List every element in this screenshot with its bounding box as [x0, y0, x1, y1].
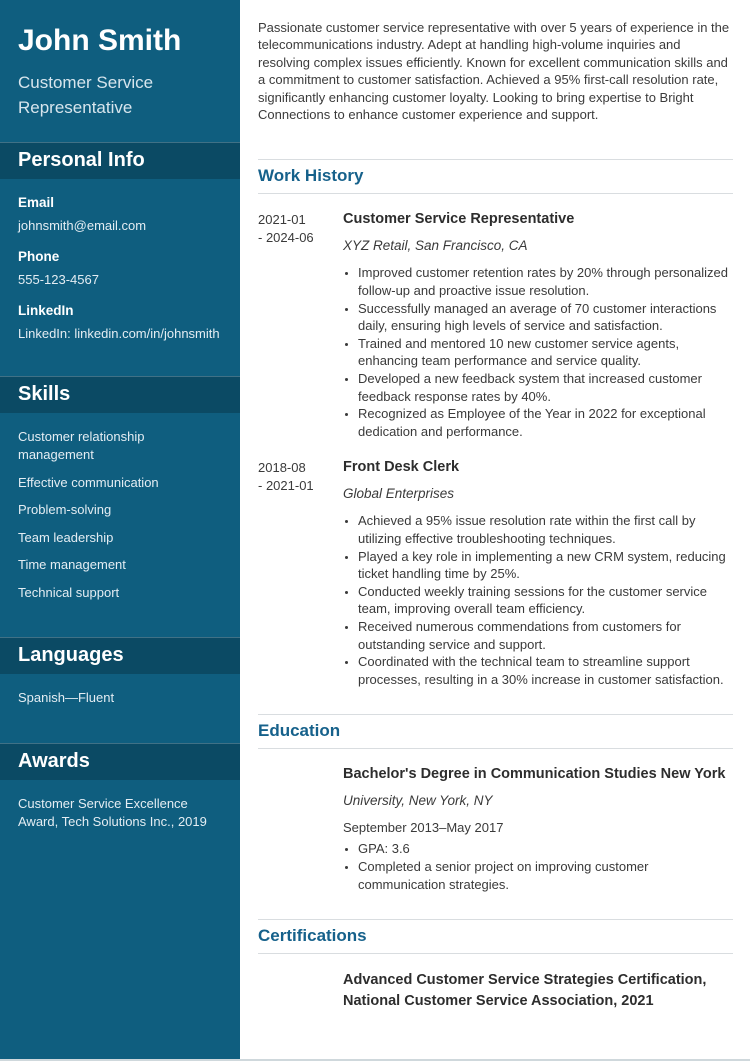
skill-item: Customer relationship management: [18, 428, 145, 463]
language-item: Spanish—Fluent: [18, 690, 115, 706]
awards-list: [0, 780, 240, 840]
work-history-section: [258, 159, 733, 688]
job-bullet: • Received numerous commendations from customers for outstanding service and support.: [358, 618, 733, 653]
education-entries: [258, 765, 733, 893]
section-title-work-history: Work History: [258, 166, 364, 186]
certification-text: Advanced Customer Service Strategies Certification, National Customer Service Association, 2021: [343, 972, 707, 1010]
education-bullet: • Completed a senior project on improving customer communication strategies.: [358, 858, 733, 893]
contact-label: Phone: [18, 248, 60, 264]
education-bullet: • GPA: 3.6: [358, 840, 733, 858]
sidebar-heading-skills: Skills: [0, 376, 240, 413]
skill-item: Problem-solving: [18, 502, 112, 518]
candidate-title: Customer Service Representative: [18, 72, 154, 117]
job-company: Global Enterprises: [343, 486, 455, 502]
job-bullet: • Recognized as Employee of the Year in 2022 for exceptional dedication and performance.: [358, 405, 733, 440]
candidate-name: John Smith: [18, 24, 182, 57]
education-section: [258, 714, 733, 893]
education-header: [258, 714, 733, 749]
education-bullets: [343, 840, 733, 893]
job-body: [343, 210, 733, 440]
contact-value: johnsmith@email.com: [18, 217, 147, 233]
section-title-education: Education: [258, 721, 341, 741]
sidebar-heading-awards: Awards: [0, 743, 240, 780]
summary-paragraph: Passionate customer service representative with over 5 years of experience in the telecommunications industry. Adept at handling high-volume inquiries and resolving complex issues efficiently. Known for excellent communication skills and a commitment to customer satisfaction. Achieved a 95% first-call resolution rate, significantly enhancing customer loyalty. Looking to bring expertise to Bright Connections to enhance customer experience and support.: [258, 20, 730, 123]
job-dates: [258, 458, 343, 688]
job-bullet: • Achieved a 95% issue resolution rate within the first call by utilizing effective troubleshooting techniques.: [358, 512, 733, 547]
work-history-header: [258, 159, 733, 194]
job-bullet: • Successfully managed an average of 70 customer interactions daily, ensuring high levels of service and satisfaction.: [358, 300, 733, 335]
education-entry: [258, 765, 733, 893]
skill-item: Effective communication: [18, 474, 159, 490]
certification-entries: [258, 970, 733, 1012]
job-bullet: • Developed a new feedback system that increased customer feedback response rates by 40%.: [358, 370, 733, 405]
job-entry: [258, 458, 733, 688]
job-date-start: 2018-08: [258, 460, 306, 476]
education-date-column: [258, 765, 343, 893]
job-bullet: • Coordinated with the technical team to streamline support processes, resulting in a 30% increase in customer satisfaction.: [358, 653, 733, 688]
job-date-end: - 2024-06: [258, 230, 314, 246]
section-title-certifications: Certifications: [258, 926, 367, 946]
job-bullet: • Improved customer retention rates by 20% through personalized follow-up and proactive issue resolution.: [358, 264, 733, 299]
certifications-header: [258, 919, 733, 954]
job-date-end: - 2021-01: [258, 478, 314, 494]
sidebar: [0, 0, 240, 1059]
main-column: [240, 0, 750, 1012]
job-title: Customer Service Representative: [343, 211, 575, 228]
skills-list: [0, 413, 240, 611]
contact-item: [0, 194, 240, 235]
award-item: Customer Service Excellence Award, Tech Solutions Inc., 2019: [18, 795, 207, 830]
job-bullets: [343, 264, 733, 440]
job-company: XYZ Retail, San Francisco, CA: [343, 238, 528, 254]
personal-info-list: [0, 179, 240, 349]
job-title: Front Desk Clerk: [343, 459, 460, 476]
job-body: [343, 458, 733, 688]
contact-label: Email: [18, 194, 55, 210]
job-date-start: 2021-01: [258, 212, 306, 228]
job-dates: [258, 210, 343, 440]
certification-date-column: [258, 970, 343, 1012]
contact-item: [0, 248, 240, 289]
sidebar-heading-languages: Languages: [0, 637, 240, 674]
contact-value: LinkedIn: linkedin.com/in/johnsmith: [18, 325, 220, 341]
education-dates: September 2013–May 2017: [343, 820, 504, 836]
work-history-entries: [258, 210, 733, 688]
contact-item: [0, 302, 240, 343]
education-degree: Bachelor's Degree in Communication Studies New York: [343, 766, 726, 783]
job-bullets: [343, 512, 733, 688]
certifications-section: [258, 919, 733, 1012]
contact-value: 555-123-4567: [18, 271, 99, 287]
certification-body: [343, 970, 733, 1012]
education-body: [343, 765, 733, 893]
sidebar-heading-personal-info: Personal Info: [0, 142, 240, 179]
education-institution: University, New York, NY: [343, 793, 493, 809]
job-bullet: • Conducted weekly training sessions for the customer service team, improving overall team efficiency.: [358, 583, 733, 618]
skill-item: Technical support: [18, 584, 120, 600]
languages-list: [0, 674, 240, 716]
skill-item: Team leadership: [18, 529, 114, 545]
job-entry: [258, 210, 733, 440]
contact-label: LinkedIn: [18, 302, 74, 318]
certification-entry: [258, 970, 733, 1012]
skill-item: Time management: [18, 557, 126, 573]
job-bullet: • Played a key role in implementing a new CRM system, reducing ticket handling time by 25%.: [358, 548, 733, 583]
job-bullet: • Trained and mentored 10 new customer service agents, enhancing team performance and service quality.: [358, 335, 733, 370]
